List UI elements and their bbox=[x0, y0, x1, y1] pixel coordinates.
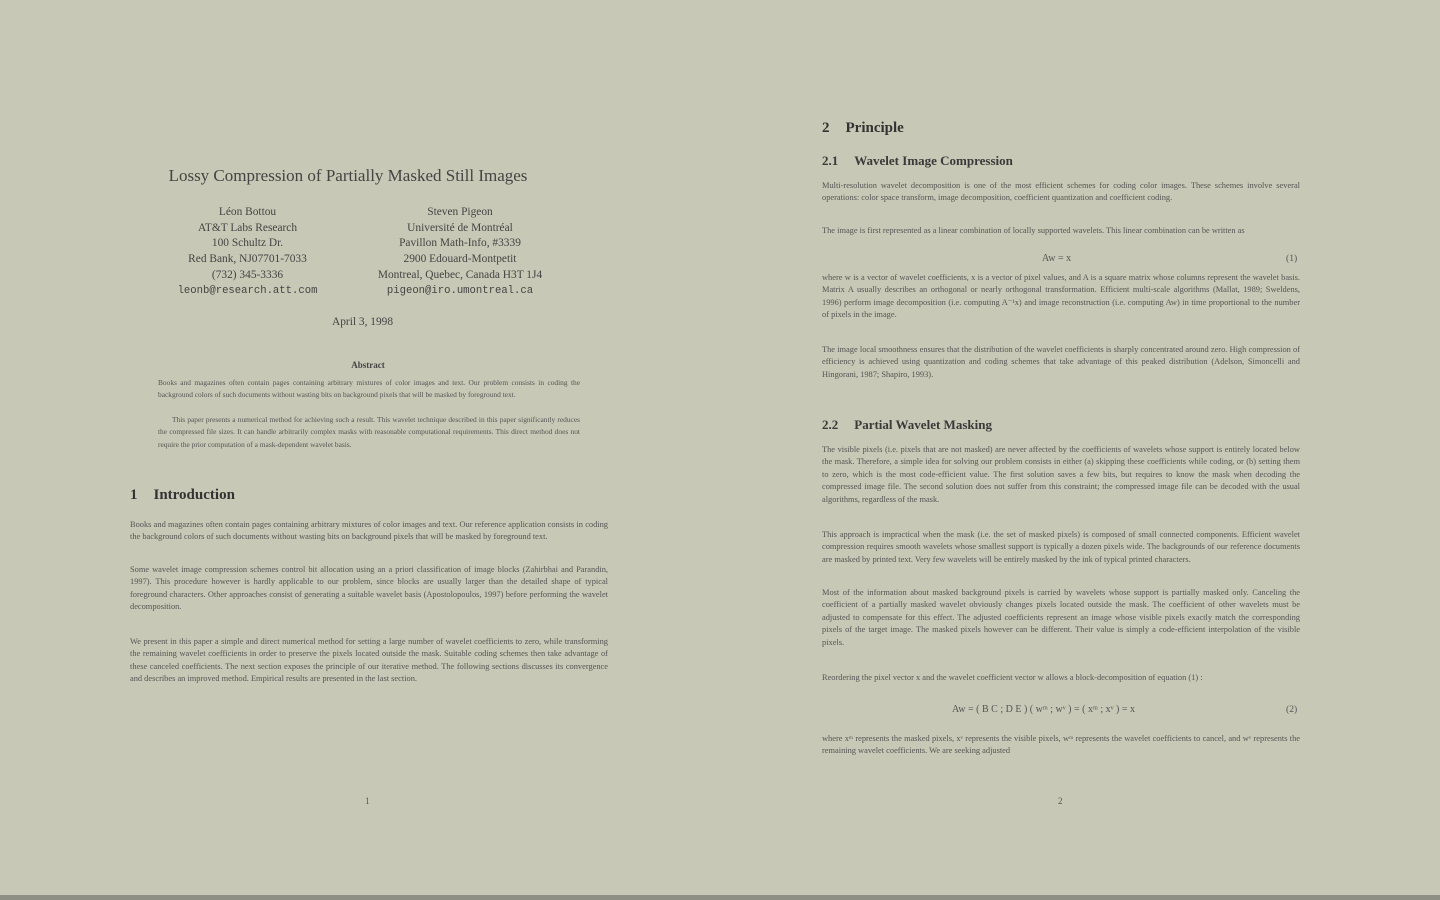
section-heading-principle bbox=[822, 120, 904, 137]
equation-1: Aw = x bbox=[1042, 253, 1072, 264]
equation-2-number: (2) bbox=[1286, 704, 1298, 715]
subsection-number: 2.2 bbox=[822, 417, 839, 432]
author-phone: Montreal, Quebec, Canada H3T 1J4 bbox=[377, 268, 543, 281]
intro-paragraph-2: Some wavelet image compression schemes control bit allocation using an a priori classification of image blocks (Zahirbhai and Parandin, 1997). This procedure however is hardly applicable to our problem, since blocks are usually larger than the detailed shape of typical foreground characters. Other approaches consist of generating a suitable wavelet basis (Apostolopoulos, 1997) before performing the wavelet decomposition. bbox=[130, 565, 608, 612]
masking-paragraph-3: Most of the information about masked background pixels is carried by wavelets whose support is partially masked only. Canceling the coefficient of a partially masked wavelet obviously changes pixels located outside the mask. The coefficient of other wavelets must be adjusted to compensate for this effect. The adjusted coefficients represent an image whose visible pixels exactly match the corresponding pixels of the target image. The masked pixels however can be different. Their value is simply a code-efficient interpolation of the visible pixels. bbox=[822, 588, 1300, 647]
section-title: Principle bbox=[845, 120, 904, 136]
abstract-paragraph-1: Books and magazines often contain pages containing arbitrary mixtures of color images and text. Our problem consists in coding the background colors of such documents without wasting bits on background pixels that will be masked by foreground text. bbox=[158, 378, 580, 400]
section-number: 1 bbox=[130, 487, 138, 503]
equation-1-number: (1) bbox=[1286, 253, 1298, 264]
paper-title: Lossy Compression of Partially Masked Still Images bbox=[168, 166, 528, 185]
subsection-number: 2.1 bbox=[822, 153, 839, 168]
viewer-status-strip bbox=[0, 895, 1440, 900]
abstract-paragraph-2: This paper presents a numerical method for achieving such a result. This wavelet technique described in this paper significantly reduces the compressed file sizes. It can handle arbitrarily complex masks with reasonable computational requirements. This direct method does not require the prior computation of a mask-dependent wavelet basis. bbox=[158, 415, 580, 449]
author-phone: (732) 345-3336 bbox=[211, 268, 284, 281]
abstract-heading: Abstract bbox=[351, 360, 385, 370]
document-page-2 bbox=[720, 0, 1440, 895]
section-title: Introduction bbox=[153, 487, 235, 503]
author-email: leonb@research.att.com bbox=[177, 284, 318, 297]
equation-2: Aw = ( B C ; D E ) ( wᵐ ; wᵛ ) = ( xᵐ ; xᵛ ) = x bbox=[952, 704, 1136, 715]
section-number: 2 bbox=[822, 120, 830, 136]
masking-paragraph-5: where xᵐ represents the masked pixels, xᵛ represents the visible pixels, wᵐ represents the wavelet coefficients to cancel, and wᵛ represents the remaining wavelet coefficients. We are seeking adjusted bbox=[822, 734, 1300, 756]
paper-date: April 3, 1998 bbox=[332, 316, 394, 328]
author-address-1: 100 Schultz Dr. bbox=[211, 237, 284, 250]
author-block-2 bbox=[345, 205, 575, 299]
author-block-1 bbox=[160, 205, 335, 299]
section-heading-introduction bbox=[130, 487, 235, 504]
author-address-1: Pavillon Math-Info, #3339 bbox=[399, 237, 521, 250]
wavelet-paragraph-3: where w is a vector of wavelet coefficients, x is a vector of pixel values, and A is a square matrix whose columns represent the wavelet basis. Matrix A usually describes an orthogonal or nearly orthogonal transformation. Efficient multi-scale algorithms (Mallat, 1989; Sweldens, 1996) perform image decomposition (i.e. computing A⁻¹x) and image reconstruction (i.e. computing Aw) in time proportional to the number of pixels in the image. bbox=[822, 273, 1300, 320]
subsection-heading-partial-masking bbox=[822, 417, 992, 433]
intro-paragraph-3: We present in this paper a simple and direct numerical method for setting a large number of wavelet coefficients to zero, while transforming the remaining wavelet coefficients in order to preserve the pixels located outside the mask. Suitable coding schemes then take advantage of these canceled coefficients. The next section exposes the principle of our iterative method. The following sections discusses its convergence and describes an improved method. Empirical results are presented in the last section. bbox=[130, 637, 608, 684]
masking-paragraph-1: The visible pixels (i.e. pixels that are not masked) are never affected by the coefficients of wavelets whose support is entirely located below the mask. Therefore, a simple idea for solving our problem consists in either (a) skipping these coefficients while coding, or (b) setting them to zero, which is the most code-efficient value. The first solution saves a few bits, but requires to know the mask when decoding the compressed image file. The second solution does not suffer from this constraint; the compressed image file can be decoded with the usual algorithms, regardless of the mask. bbox=[822, 445, 1300, 504]
author-affiliation: Université de Montréal bbox=[407, 221, 513, 234]
wavelet-paragraph-4: The image local smoothness ensures that the distribution of the wavelet coefficients is sharply concentrated around zero. High compression of efficiency is achieved using quantization and coding schemes that take advantage of this peaked distribution (Adelson, Simoncelli and Hingorani, 1987; Shapiro, 1993). bbox=[822, 345, 1300, 379]
page-number: 2 bbox=[1058, 796, 1063, 806]
author-address-2: 2900 Edouard-Montpetit bbox=[403, 253, 517, 266]
page-number: 1 bbox=[365, 796, 370, 806]
author-email: pigeon@iro.umontreal.ca bbox=[386, 284, 534, 297]
subsection-title: Partial Wavelet Masking bbox=[854, 417, 992, 432]
wavelet-paragraph-1: Multi-resolution wavelet decomposition is one of the most efficient schemes for coding color images. These schemes involve several operations: color space transform, image decomposition, coefficient quantization and coefficient coding. bbox=[822, 181, 1300, 203]
author-address-2: Red Bank, NJ07701-7033 bbox=[188, 253, 307, 266]
author-name: Léon Bottou bbox=[218, 206, 277, 218]
author-affiliation: AT&T Labs Research bbox=[197, 221, 298, 234]
document-page-1 bbox=[0, 0, 720, 895]
subsection-title: Wavelet Image Compression bbox=[854, 153, 1013, 168]
masking-paragraph-2: This approach is impractical when the mask (i.e. the set of masked pixels) is composed of small connected components. Efficient wavelet compression requires smooth wavelets whose smallest support is typically a dozen pixels wide. The backgrounds of our reference documents are masked by printed text. Very few wavelets will be entirely masked by the ink of typical printed characters. bbox=[822, 530, 1300, 564]
wavelet-paragraph-2: The image is first represented as a linear combination of locally supported wavelets. This linear combination can be written as bbox=[822, 226, 1245, 235]
subsection-heading-wavelet-compression bbox=[822, 153, 1013, 169]
masking-paragraph-4: Reordering the pixel vector x and the wavelet coefficient vector w allows a block-decomposition of equation (1) : bbox=[822, 673, 1203, 682]
intro-paragraph-1: Books and magazines often contain pages containing arbitrary mixtures of color images and text. Our reference application consists in coding the background colors of such documents without wasting bits on background pixels that will be masked by foreground text. bbox=[130, 520, 608, 542]
author-name: Steven Pigeon bbox=[427, 206, 493, 218]
